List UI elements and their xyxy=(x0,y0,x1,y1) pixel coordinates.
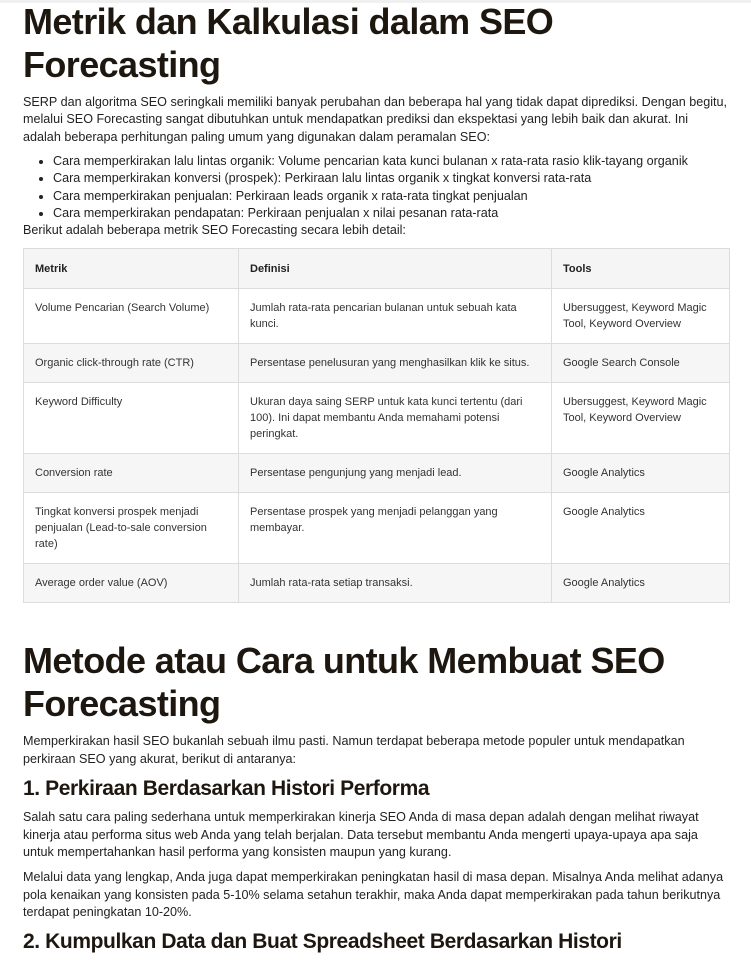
list-item: • Cara memperkirakan konversi (prospek): Perkiraan lalu lintas organik x tingkat konversi rata-rata xyxy=(53,170,729,187)
article-content xyxy=(23,0,729,954)
section-heading-metrics: Metrik dan Kalkulasi dalam SEO Forecasting xyxy=(23,1,554,85)
cell-tools: Google Analytics xyxy=(552,564,730,603)
table-row xyxy=(24,493,730,564)
cell-tools: Ubersuggest, Keyword Magic Tool, Keyword Overview xyxy=(552,383,730,454)
cell-tools: Google Search Console xyxy=(552,344,730,383)
column-header-metrik: Metrik xyxy=(24,249,239,289)
table-row xyxy=(24,383,730,454)
cell-tools: Google Analytics xyxy=(552,493,730,564)
list-item: • Cara memperkirakan lalu lintas organik: Volume pencarian kata kunci bulanan x rata-rata rasio klik-tayang organik xyxy=(53,153,729,170)
cell-definition: Jumlah rata-rata setiap transaksi. xyxy=(239,564,552,603)
table-row xyxy=(24,564,730,603)
cell-tools: Ubersuggest, Keyword Magic Tool, Keyword Overview xyxy=(552,289,730,344)
cell-definition: Persentase prospek yang menjadi pelanggan yang membayar. xyxy=(239,493,552,564)
cell-metric: Conversion rate xyxy=(24,454,239,493)
metrics-table xyxy=(23,248,730,603)
cell-metric: Volume Pencarian (Search Volume) xyxy=(24,289,239,344)
table-intro: Berikut adalah beberapa metrik SEO Forecasting secara lebih detail: xyxy=(23,223,406,238)
column-header-tools: Tools xyxy=(552,249,730,289)
subheading-collect-data: 2. Kumpulkan Data dan Buat Spreadsheet Berdasarkan Histori xyxy=(23,929,622,953)
cell-definition: Persentase penelusuran yang menghasilkan klik ke situs. xyxy=(239,344,552,383)
cell-metric: Keyword Difficulty xyxy=(24,383,239,454)
cell-metric: Average order value (AOV) xyxy=(24,564,239,603)
list-item: • Cara memperkirakan penjualan: Perkiraan leads organik x rata-rata tingkat penjualan xyxy=(53,188,729,205)
table-row xyxy=(24,289,730,344)
cell-metric: Organic click-through rate (CTR) xyxy=(24,344,239,383)
cell-definition: Jumlah rata-rata pencarian bulanan untuk sebuah kata kunci. xyxy=(239,289,552,344)
historical-paragraph-2: Melalui data yang lengkap, Anda juga dapat memperkirakan peningkatan hasil di masa depan. Misalnya Anda melihat adanya pola kenaikan yang konsisten pada 5-10% selama setahun terakhir, maka Anda dapat memperkirakan pada tahun berikutnya terdapat peningkatan 10-20%. xyxy=(23,870,724,920)
column-header-definisi: Definisi xyxy=(239,249,552,289)
historical-paragraph-1: Salah satu cara paling sederhana untuk memperkirakan kinerja SEO Anda di masa depan adalah dengan melihat riwayat kinerja atau performa situs web Anda yang telah berjalan. Data tersebut membantu Anda mengerti upaya-upaya apa saja untuk mempertahankan hasil performa yang konsisten maupun yang kurang. xyxy=(23,810,699,860)
methods-intro-paragraph: Memperkirakan hasil SEO bukanlah sebuah ilmu pasti. Namun terdapat beberapa metode populer untuk mendapatkan perkiraan SEO yang akurat, berikut di antaranya: xyxy=(23,734,685,766)
calculation-list xyxy=(53,153,729,222)
table-row xyxy=(24,344,730,383)
section-heading-methods: Metode atau Cara untuk Membuat SEO Forecasting xyxy=(23,640,665,725)
section-intro-paragraph: SERP dan algoritma SEO seringkali memiliki banyak perubahan dan beberapa hal yang tidak dapat diprediksi. Dengan begitu, melalui SEO Forecasting sangat dibutuhkan untuk mendapatkan prediksi dan ekspektasi yang lebih baik dan akurat. Ini adalah beberapa perhitungan paling umum yang digunakan dalam peramalan SEO: xyxy=(23,95,728,144)
cell-definition: Persentase pengunjung yang menjadi lead. xyxy=(239,454,552,493)
cell-definition: Ukuran daya saing SERP untuk kata kunci tertentu (dari 100). Ini dapat membantu Anda memahami potensi peringkat. xyxy=(239,383,552,454)
subheading-historical-performance: 1. Perkiraan Berdasarkan Histori Performa xyxy=(23,777,430,801)
cell-metric: Tingkat konversi prospek menjadi penjualan (Lead-to-sale conversion rate) xyxy=(24,493,239,564)
table-row xyxy=(24,454,730,493)
cell-tools: Google Analytics xyxy=(552,454,730,493)
table-header-row xyxy=(24,249,730,289)
list-item: • Cara memperkirakan pendapatan: Perkiraan penjualan x nilai pesanan rata-rata xyxy=(53,205,729,222)
